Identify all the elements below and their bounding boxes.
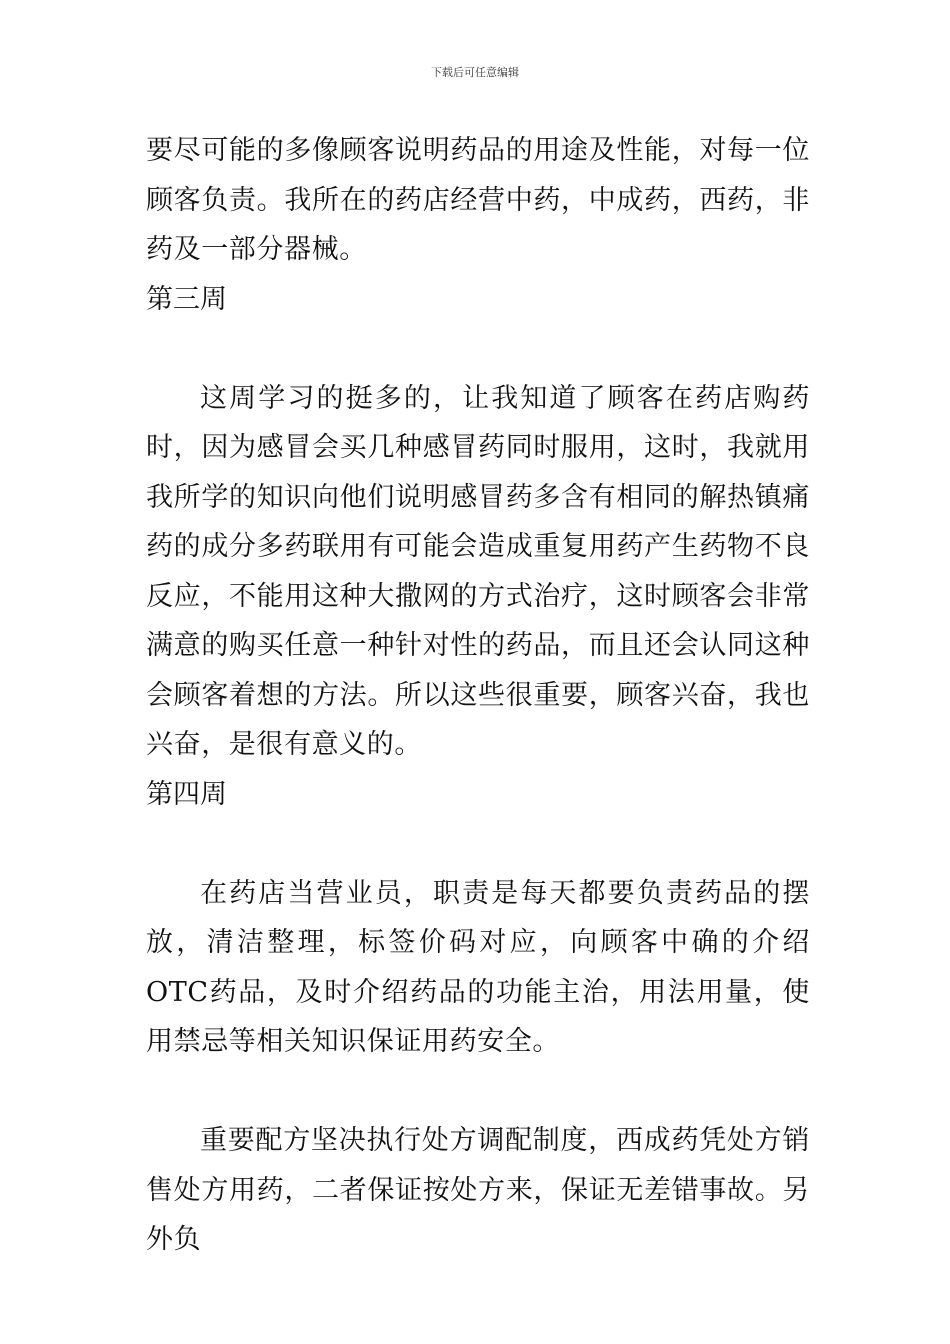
paragraph-prescription: 重要配方坚决执行处方调配制度，西成药凭处方销售处方用药，二者保证按处方来，保证无差错事故。另外负 (146, 1125, 810, 1255)
paragraph-intro: 要尽可能的多像顾客说明药品的用途及性能，对每一位顾客负责。我所在的药店经营中药，中成药，西药，非药及一部分器械。 (146, 135, 810, 265)
paragraph-week-three: 这周学习的挺多的，让我知道了顾客在药店购药时，因为感冒会买几种感冒药同时服用，这时，我就用我所学的知识向他们说明感冒药多含有相同的解热镇痛药的成分多药联用有可能会造成重复用药产生药物不良反应，不能用这种大撒网的方式治疗，这时顾客会非常满意的购买任意一种针对性的药品，而且还会认同这种会顾客着想的方法。所以这些很重要，顾客兴奋，我也兴奋，是很有意义的。 (146, 382, 810, 760)
blank-line (146, 819, 810, 869)
heading-week-three: 第三周 (146, 283, 227, 315)
blank-line (146, 324, 810, 374)
heading-week-four: 第四周 (146, 778, 227, 810)
page-header: 下载后可任意编辑 (431, 66, 519, 79)
document-body (146, 126, 810, 1265)
paragraph-week-four-duties: 在药店当营业员，职责是每天都要负责药品的摆放，清洁整理，标签价码对应，向顾客中确的介绍OTC药品，及时介绍药品的功能主治，用法用量，使用禁忌等相关知识保证用药安全。 (146, 877, 810, 1057)
blank-line (146, 1067, 810, 1117)
